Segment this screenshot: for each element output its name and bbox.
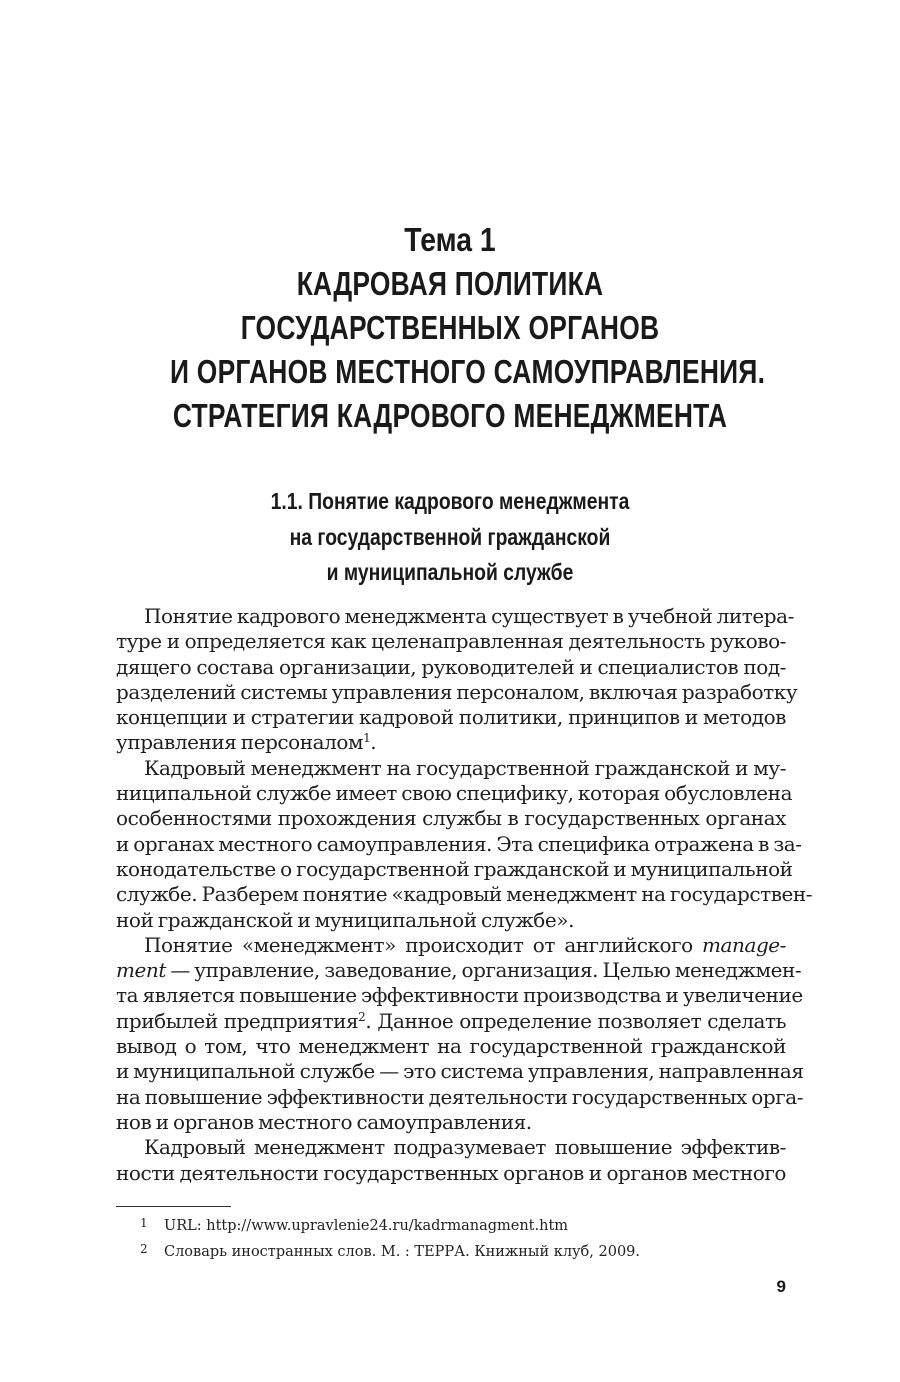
body-line: Кадровый менеджмент на государственной гражданской и му- <box>144 755 786 780</box>
chapter-title-line: КАДРОВАЯ ПОЛИТИКА <box>296 265 604 302</box>
body-text-fragment: — управление, заведование, организация. Целью менеджмен- <box>165 958 802 983</box>
body-line: на повышение эффективности деятельности государственных орга- <box>116 1084 804 1109</box>
body-text <box>116 604 813 1186</box>
footnote-ref: 1 <box>363 731 371 746</box>
body-line <box>116 933 786 958</box>
chapter-title-line: СТРАТЕГИЯ КАДРОВОГО МЕНЕДЖМЕНТА <box>172 397 728 434</box>
body-line: особенностями прохождения службы в государственных органах <box>116 806 786 831</box>
footnote-divider <box>116 1206 231 1207</box>
body-line: нов и органов местного самоуправления. <box>116 1109 532 1134</box>
italic-term: ment <box>116 958 166 983</box>
footnote-mark: 1 <box>140 1216 148 1230</box>
italic-term: manage- <box>702 932 786 957</box>
section-title-line: 1.1. Понятие кадрового менеджмента <box>270 488 630 514</box>
section-heading <box>150 484 750 591</box>
body-line: туре и определяется как целенаправленная деятельность руково- <box>116 629 786 654</box>
body-line: дящего состава организации, руководителей и специалистов под- <box>116 654 786 679</box>
body-line: концепции и стратегии кадровой политики, принципов и методов <box>116 705 786 730</box>
body-line: конодательстве о государственной гражданской и муниципальной <box>116 856 793 881</box>
body-line: вывод о том, что менеджмент на государственной гражданской <box>116 1034 786 1059</box>
body-line: ности деятельности государственных органов и органов местного <box>116 1160 786 1185</box>
footnote-mark: 2 <box>140 1242 148 1256</box>
body-text-fragment: . Данное определение позволяет сделать <box>365 1008 787 1033</box>
body-line: ниципальной службе имеет свою специфику, которая обусловлена <box>116 781 793 806</box>
body-text-fragment: прибылей предприятия <box>116 1008 359 1033</box>
footnote-text: URL: http://www.upravlenie24.ru/kadrmanagment.htm <box>164 1218 569 1234</box>
section-title-line: и муниципальной службе <box>326 559 574 585</box>
footnote <box>140 1214 760 1235</box>
page-number: 9 <box>776 1277 786 1296</box>
body-text-fragment: управления персоналом <box>116 730 364 755</box>
chapter-heading <box>100 218 800 438</box>
footnote <box>140 1240 760 1261</box>
body-line: разделений системы управления персоналом, включая разработку <box>116 679 798 704</box>
chapter-title-line: ГОСУДАРСТВЕННЫХ ОРГАНОВ <box>240 309 660 346</box>
body-line: и органах местного самоуправления. Эта специфика отражена в за- <box>116 831 802 856</box>
body-line: и муниципальной службе — это система управления, направленная <box>116 1059 804 1084</box>
body-line: та является повышение эффективности производства и увеличение <box>116 983 803 1008</box>
body-line: управления персоналом$^1$. <box>116 730 377 755</box>
chapter-title-line: И ОРГАНОВ МЕСТНОГО САМОУПРАВЛЕНИЯ. <box>170 353 766 390</box>
body-line <box>116 1009 786 1034</box>
section-title-line: на государственной гражданской <box>289 523 611 550</box>
footnote-text: Словарь иностранных слов. М. : ТЕРРА. Книжный клуб, 2009. <box>164 1244 641 1260</box>
body-line: Кадровый менеджмент подразумевает повышение эффектив- <box>144 1135 786 1160</box>
body-line <box>116 958 802 983</box>
chapter-number: Тема 1 <box>404 221 496 258</box>
body-line: ной гражданской и муниципальной службе». <box>116 907 574 932</box>
body-line: службе. Разберем понятие «кадровый менеджмент на государствен- <box>116 882 813 907</box>
body-line: Понятие кадрового менеджмента существует в учебной литера- <box>144 604 794 628</box>
footnote-ref: 2 <box>358 1009 366 1024</box>
body-text-fragment: Понятие «менеджмент» происходит от английского <box>144 932 703 957</box>
